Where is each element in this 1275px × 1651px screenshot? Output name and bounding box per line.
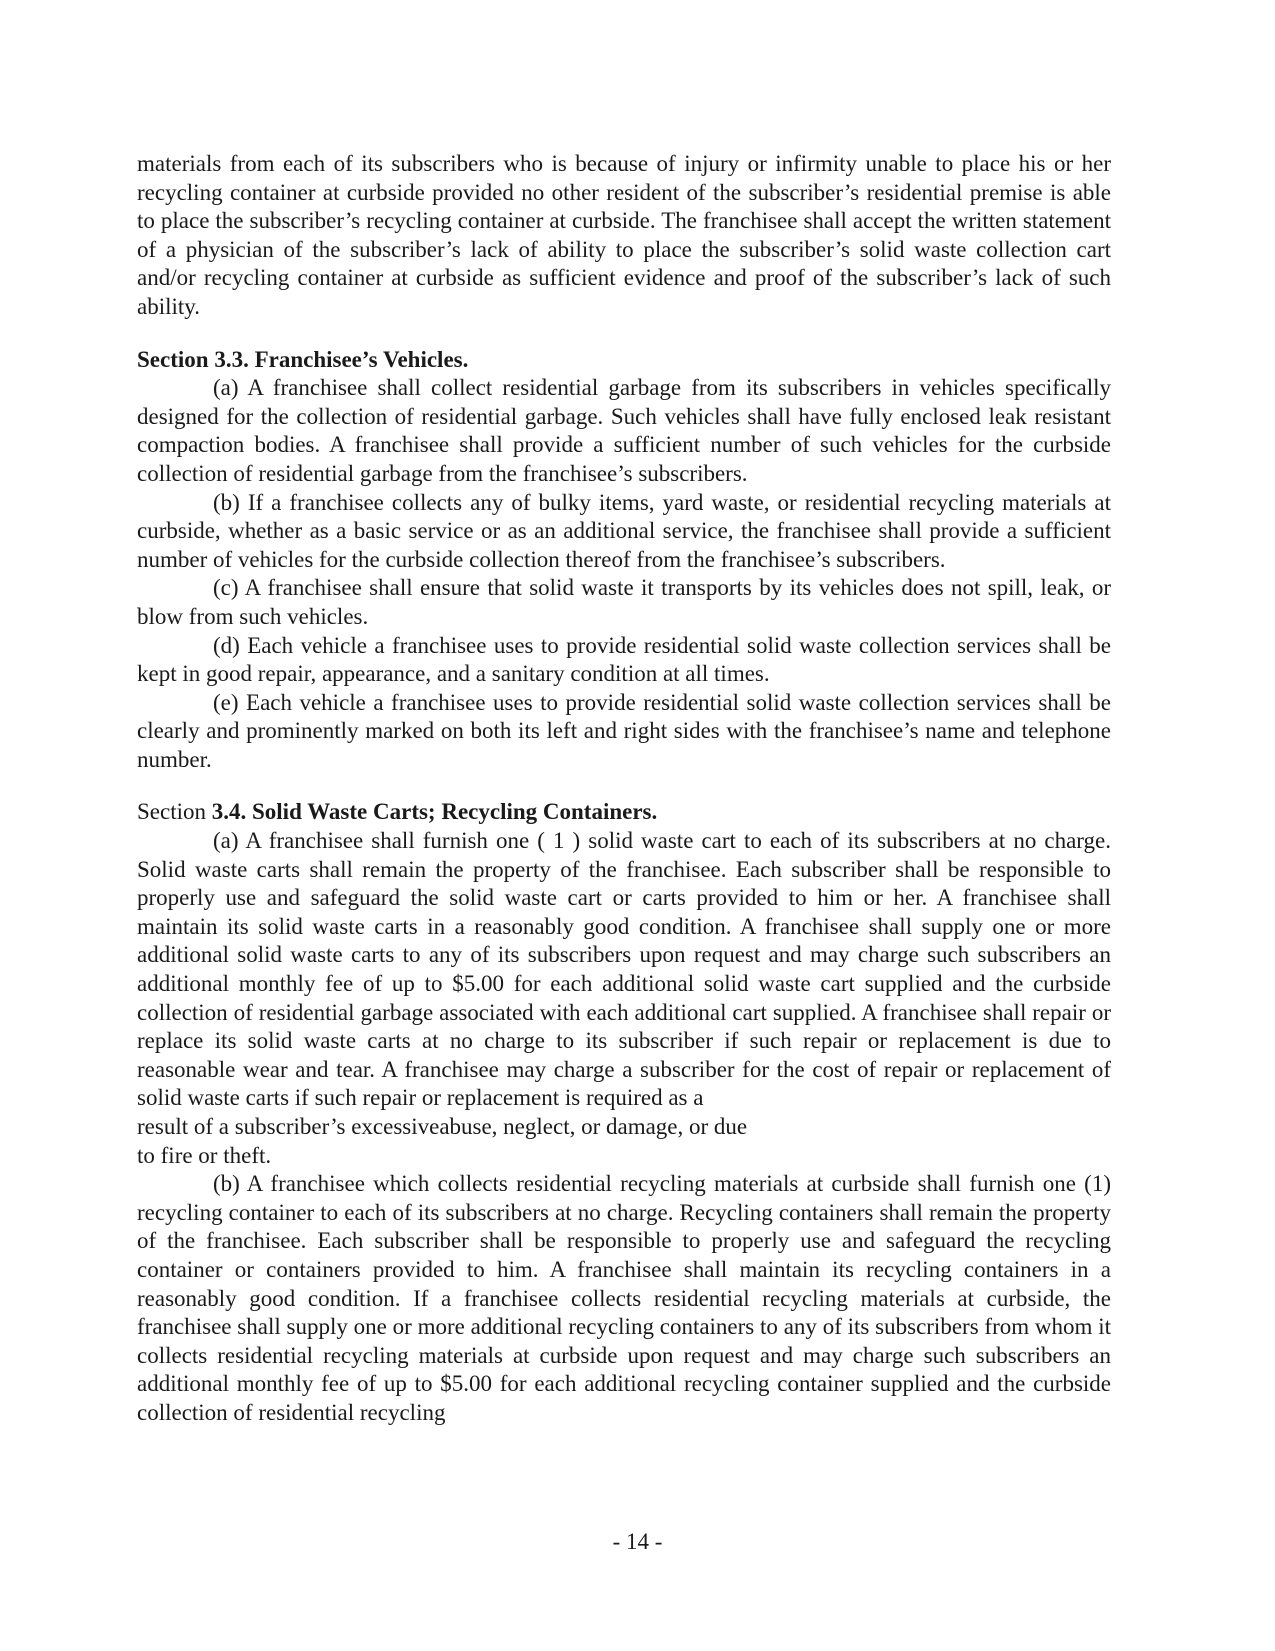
section-3-3-heading bbox=[137, 346, 1111, 375]
section-3-3-paragraph-a: (a) A franchisee shall collect residential garbage from its subscribers in vehicles specifically designed for the collection of residential garbage. Such vehicles shall have fully enclosed leak resistant compaction bodies. A franchisee shall provide a sufficient number of such vehicles for the curbside collection of residential garbage from the franchisee’s subscribers. bbox=[137, 375, 1111, 486]
section-3-4-paragraph-b: (b) A franchisee which collects residential recycling materials at curbside shall furnish one (1) recycling container to each of its subscribers at no charge. Recycling containers shall remain the property of the franchisee. Each subscriber shall be responsible to properly use and safeguard the recycling container or containers provided to him. A franchisee shall maintain its recycling containers in a reasonably good condition. If a franchisee collects residential recycling materials at curbside, the franchisee shall supply one or more additional recycling containers to any of its subscribers from whom it collects residential recycling materials at curbside upon request and may charge such subscribers an additional monthly fee of up to $5.00 for each additional recycling container supplied and the curbside collection of residential recycling bbox=[137, 1171, 1111, 1425]
section-3-4-title: Solid Waste Carts; Recycling Containers. bbox=[252, 799, 658, 825]
section-3-3-title: Franchisee’s Vehicles. bbox=[254, 346, 469, 372]
section-3-3-paragraph-d: (d) Each vehicle a franchisee uses to provide residential solid waste collection services shall be kept in good repair, appearance, and a sanitary condition at all times. bbox=[137, 632, 1111, 687]
section-3-4-paragraph-a: (a) A franchisee shall furnish one ( 1 ) solid waste cart to each of its subscribers at no charge. Solid waste carts shall remain the property of the franchisee. Each subscriber shall be responsible to properly use and safeguard the solid waste cart or carts provided to him or her. A franchisee shall maintain its solid waste carts in a reasonably good condition. A franchisee shall supply one or more additional solid waste carts to any of its subscribers upon request and may charge such subscribers an additional monthly fee of up to $5.00 for each additional solid waste cart supplied and the curbside collection of residential garbage associated with each additional cart supplied. A franchisee shall repair or replace its solid waste carts at no charge to its subscriber if such repair or replacement is due to reasonable wear and tear. A franchisee may charge a subscriber for the cost of repair or replacement of solid waste carts if such repair or replacement is required as a bbox=[137, 828, 1111, 1111]
section-3-4-heading bbox=[137, 798, 1111, 827]
page-body bbox=[137, 150, 1111, 1428]
section-3-3-number: 3.3. bbox=[214, 346, 249, 372]
section-3-4-paragraph-a-tail-2: to fire or theft. bbox=[137, 1142, 272, 1168]
section-3-3-paragraph-c: (c) A franchisee shall ensure that solid waste it transports by its vehicles does not spill, leak, or blow from such vehicles. bbox=[137, 575, 1111, 629]
section-3-3-word: Section bbox=[137, 346, 209, 372]
page-number: - 14 - bbox=[612, 1529, 663, 1554]
section-3-4-number: 3.4. bbox=[211, 799, 247, 825]
opening-paragraph: materials from each of its subscribers who is because of injury or infirmity unable to place his or her recycling container at curbside provided no other resident of the subscriber’s residential premise is able to place the subscriber’s recycling container at curbside. The franchisee shall accept the written statement of a physician of the subscriber’s lack of ability to place the subscriber’s solid waste collection cart and/or recycling container at curbside as sufficient evidence and proof of the subscriber’s lack of such ability. bbox=[137, 151, 1111, 319]
section-3-4-paragraph-a-tail-1: result of a subscriber’s excessiveabuse, neglect, or damage, or due bbox=[137, 1114, 748, 1139]
section-3-4-word: Section bbox=[137, 799, 206, 825]
section-3-3-paragraph-b: (b) If a franchisee collects any of bulky items, yard waste, or residential recycling materials at curbside, whether as a basic service or as an additional service, the franchisee shall provide a sufficient number of vehicles for the curbside collection thereof from the franchisee’s subscribers. bbox=[137, 489, 1111, 572]
section-3-3-paragraph-e: (e) Each vehicle a franchisee uses to provide residential solid waste collection services shall be clearly and prominently marked on both its left and right sides with the franchisee’s name and telephone number. bbox=[137, 689, 1111, 772]
